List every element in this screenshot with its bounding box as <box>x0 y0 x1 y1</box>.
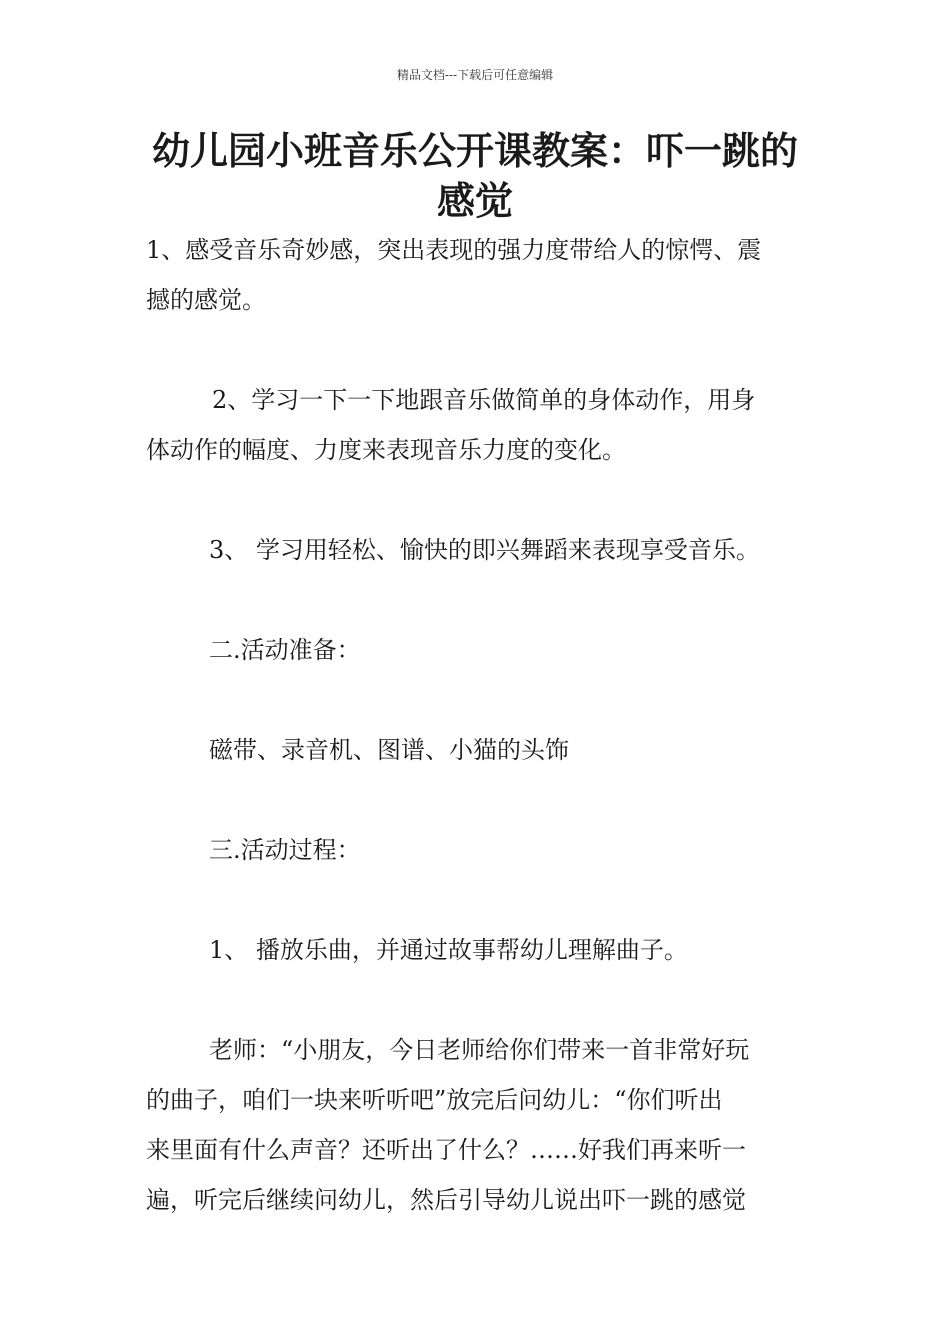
teacher-dialogue-line-2: 的曲子，咱们一块来听听吧”放完后问幼儿：“你们听出 <box>146 1086 723 1114</box>
document-header-note: 精品文档---下载后可任意编辑 <box>396 68 554 82</box>
section-heading-process: 三.活动过程： <box>209 836 361 864</box>
goal-2-line-2: 体动作的幅度、力度来表现音乐力度的变化。 <box>146 436 626 464</box>
preparation-materials: 磁带、录音机、图谱、小猫的头饰 <box>209 736 569 764</box>
title-line-2: 感觉 <box>436 179 513 223</box>
section-heading-preparation: 二.活动准备： <box>209 636 361 664</box>
process-step-1: 1、 播放乐曲，并通过故事帮幼儿理解曲子。 <box>209 936 688 964</box>
goal-3: 3、 学习用轻松、愉快的即兴舞蹈来表现享受音乐。 <box>209 536 760 564</box>
teacher-dialogue-line-4: 遍，听完后继续问幼儿，然后引导幼儿说出吓一跳的感觉 <box>146 1186 746 1214</box>
goal-2-line-1: 2、学习一下一下地跟音乐做简单的身体动作，用身 <box>212 386 756 414</box>
goal-1-line-1: 1、感受音乐奇妙感，突出表现的强力度带给人的惊愕、震 <box>146 236 762 264</box>
teacher-dialogue-line-1: 老师：“小朋友，今日老师给你们带来一首非常好玩 <box>209 1036 750 1064</box>
goal-1-line-2: 撼的感觉。 <box>146 286 266 314</box>
teacher-dialogue-line-3: 来里面有什么声音？还听出了什么？……好我们再来听一 <box>146 1136 746 1164</box>
title-line-1: 幼儿园小班音乐公开课教案：吓一跳的 <box>151 129 798 173</box>
document-title <box>140 126 810 226</box>
